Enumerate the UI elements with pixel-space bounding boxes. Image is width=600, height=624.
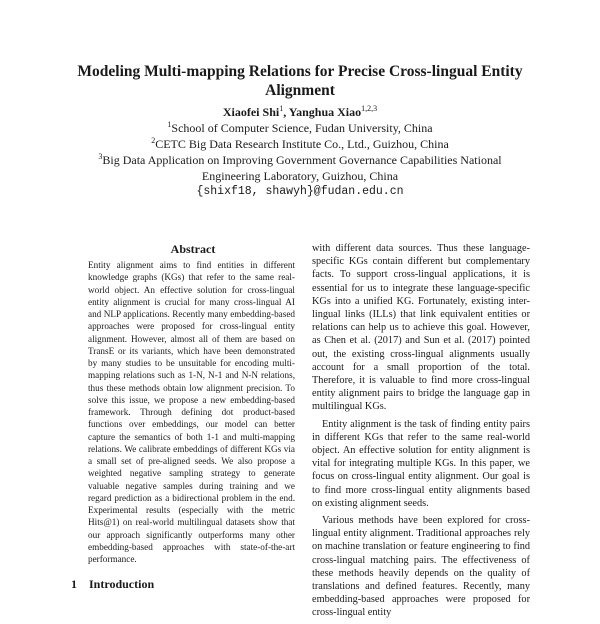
author-2-affil: 1,2,3 [361, 104, 378, 113]
author-1-affil: 1 [279, 104, 284, 113]
author-names: Xiaofei Shi$^1$, Yanghua Xiao$^{1,2,3}$ [222, 104, 378, 119]
author-1-name: Xiaofei Shi [222, 105, 280, 119]
intro-paragraph-2: Entity alignment is the task of finding entity pairs in different KGs that refer to the same real-world object. An effective solution for entity alignment is vital for integrating multiple KGs. In this paper, we focus on cross-lingual entity alignment. Our goal is to find more cross-lingual entity alignments based on existing alignment seeds. [312, 418, 530, 509]
section-number: 1 [71, 577, 77, 591]
affiliation-3: $^3$Big Data Application on Improving Government Governance Capabilities National [98, 152, 502, 167]
author-block [0, 104, 600, 200]
affiliation-1: $^1$School of Computer Science, Fudan University, China [167, 120, 433, 135]
intro-paragraph-3: Various methods have been explored for cross-lingual entity alignment. Traditional approaches rely on machine translation or feature engineering to find cross-lingual matching pairs. The effectiveness of these methods heavily depends on the quality of translations and defined features. Recently, many embedding-based approaches were proposed for cross-lingual entity [312, 515, 530, 619]
affiliation-3-cont: Engineering Laboratory, Guizhou, China [201, 169, 399, 183]
intro-paragraph-1: with different data sources. Thus these language-specific KGs contain different but complementary facts. To support cross-lingual applications, it is essential for us to integrate these language-specific KGs into a unified KG. Fortunately, existing inter-lingual links (ILLs) that link equivalent entities or relations can help us to achieve this goal. However, as Chen et al. (2017) and Sun et al. (2017) pointed out, the existing cross-lingual alignments usually account for a small proportion of the total. Therefore, it is valuable to find more cross-lingual entity alignment pairs to bridge the language gap in multilingual KGs. [312, 243, 530, 413]
affiliation-2: $^2$CETC Big Data Research Institute Co., Ltd., Guizhou, China [151, 136, 449, 151]
abstract-heading: Abstract [170, 242, 216, 256]
section-title: Introduction [89, 577, 155, 591]
author-emails: {shixf18, shawyh}@fudan.edu.cn [196, 185, 404, 198]
paper-title: Modeling Multi-mapping Relations for Precise Cross-lingual Entity Alignment [77, 63, 523, 99]
author-2-name: Yanghua Xiao [288, 105, 362, 119]
right-column [312, 242, 530, 624]
abstract-text: Entity alignment aims to find entities in different knowledge graphs (KGs) that refer to the same real-world object. An effective solution for cross-lingual entity alignment is crucial for many cross-lingual AI and NLP applications. Recently many embedding-based approaches were proposed for cross-lingual entity alignment. However, almost all of them are based on TransE or its variants, which have been demonstrated by many studies to be unsuitable for encoding multi-mapping relations such as 1-N, N-1 and N-N relations, thus these methods obtain low alignment precision. To solve this issue, we propose a new embedding-based framework. Through defining dot product-based functions over embeddings, our model can better capture the semantics of both 1-1 and multi-mapping relations. We calibrate embeddings of different KGs via a small set of pre-aligned seeds. We also propose a weighted negative sampling strategy to generate valuable negative samples during training and we regard prediction as a bidirectional problem in the end. Experimental results (especially with the metric Hits@1) on real-world multilingual datasets show that our approach significantly outperforms many other embedding-based approaches with state-of-the-art performance. [88, 260, 295, 564]
section-heading-introduction [71, 577, 154, 592]
